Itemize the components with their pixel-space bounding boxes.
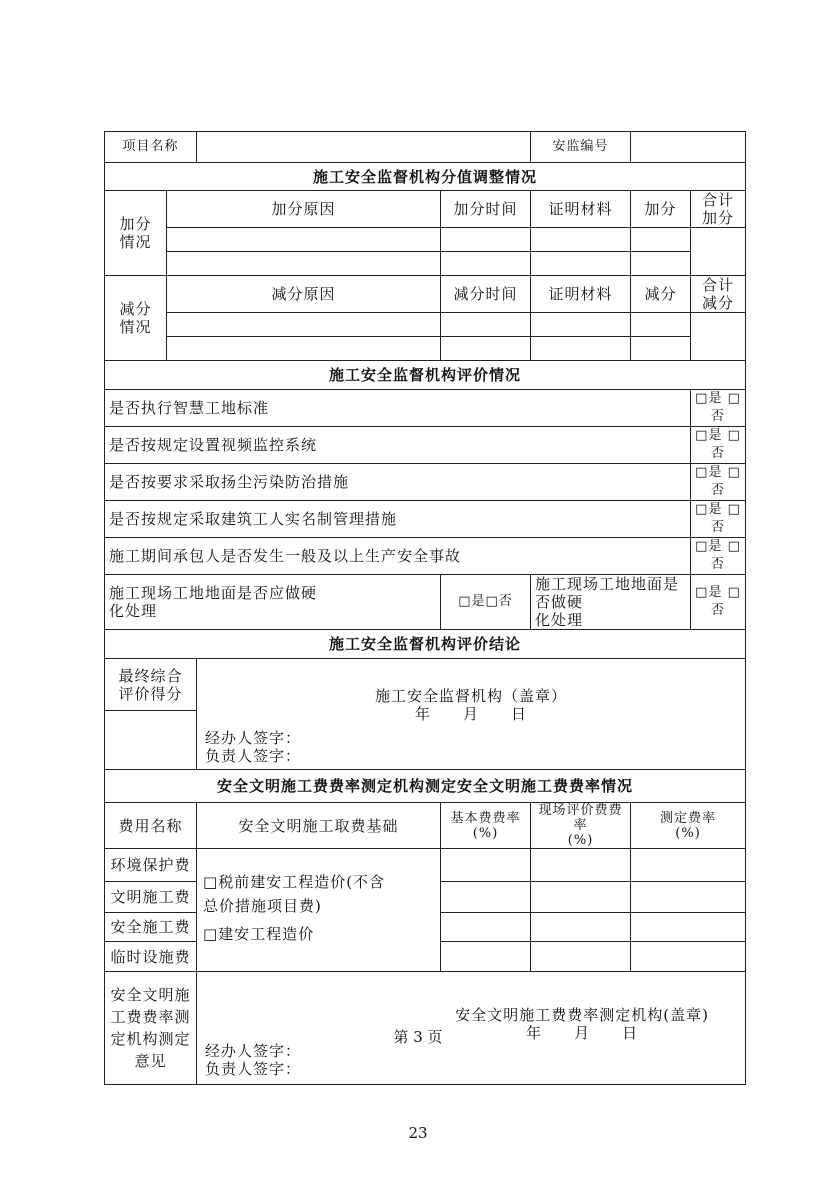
base-rate-header (441, 803, 531, 849)
measured-rate-line2: (%) (675, 825, 701, 841)
add-evidence-cell[interactable] (531, 252, 631, 276)
sub-time-cell[interactable] (441, 313, 531, 337)
fee-basis-header: 安全文明施工取费基础 (197, 803, 441, 849)
final-score-label (105, 659, 197, 711)
measured-rate-cell[interactable] (631, 942, 746, 972)
measured-rate-header (631, 803, 746, 849)
add-reason-cell[interactable] (167, 252, 441, 276)
fee-basis-options (197, 849, 441, 972)
eval-item: 施工期间承包人是否发生一般及以上生产安全事故 (105, 538, 691, 575)
yes-no-checkbox[interactable]: □是 □否 (691, 464, 746, 501)
add-reason-header: 加分原因 (167, 191, 441, 228)
page-label: 第 3 页 (393, 1028, 443, 1046)
fee-name: 环境保护费 (105, 849, 197, 882)
yes-no-checkbox[interactable]: □是 □否 (691, 575, 746, 630)
measured-rate-line1: 测定费率 (660, 810, 717, 826)
sub-reason-header: 减分原因 (167, 276, 441, 313)
section4-title: 安全文明施工费费率测定机构测定安全文明施工费费率情况 (105, 770, 746, 803)
sub-time-header: 减分时间 (441, 276, 531, 313)
site-rate-cell[interactable] (531, 849, 631, 882)
split-right-line1: 施工现场工地地面是否做硬 (535, 575, 680, 611)
seal-block (205, 687, 737, 723)
add-reason-cell[interactable] (167, 228, 441, 252)
opinion-line4: 意见 (134, 1052, 167, 1070)
site-rate-header (531, 803, 631, 849)
eval-item: 是否按规定设置视频监控系统 (105, 427, 691, 464)
score-label-line1: 最终综合 (118, 666, 183, 685)
opinion-line3: 定机构测定 (110, 1030, 191, 1048)
add-total-cell[interactable] (691, 228, 746, 276)
opinion-line2: 工费费率测 (110, 1008, 191, 1026)
fee-name-header: 费用名称 (105, 803, 197, 849)
add-time-cell[interactable] (441, 228, 531, 252)
add-total-header: 合计加分 (691, 191, 746, 228)
add-time-cell[interactable] (441, 252, 531, 276)
opinion-line1: 安全文明施 (110, 986, 191, 1004)
sub-reason-cell[interactable] (167, 337, 441, 361)
base-rate-cell[interactable] (441, 882, 531, 913)
eval-item: 是否按要求采取扬尘污染防治措施 (105, 464, 691, 501)
eval-item: 是否执行智慧工地标准 (105, 390, 691, 427)
base-rate-cell[interactable] (441, 913, 531, 942)
rate-seal-text: 安全文明施工费费率测定机构(盖章) (455, 1006, 710, 1024)
measured-rate-cell[interactable] (631, 882, 746, 913)
sub-points-header: 减分 (631, 276, 691, 313)
sub-label-line1: 减分 (119, 300, 152, 318)
fee-name: 文明施工费 (105, 882, 197, 913)
yes-no-checkbox[interactable]: □是 □否 (691, 501, 746, 538)
supervision-date: 年 月 日 (415, 705, 528, 723)
site-rate-line2: (%) (567, 833, 594, 848)
final-score-value[interactable] (105, 711, 197, 770)
sub-total-cell[interactable] (691, 313, 746, 361)
section2-title: 施工安全监督机构评价情况 (105, 361, 746, 390)
basis-option-pretax-cont: 总价措施项目费) (203, 897, 322, 915)
responsible-signature[interactable]: 负责人签字： (205, 747, 302, 765)
yes-no-checkbox[interactable]: □是 □否 (691, 390, 746, 427)
eval-item-split-left (105, 575, 441, 630)
yes-no-checkbox[interactable]: □是 □否 (691, 427, 746, 464)
measured-rate-cell[interactable] (631, 913, 746, 942)
safety-no-value[interactable] (631, 132, 746, 163)
add-points-label (105, 191, 167, 276)
conclusion-area (197, 659, 746, 770)
add-points-cell[interactable] (631, 228, 691, 252)
project-name-value[interactable] (197, 132, 531, 163)
add-label-line1: 加分 (119, 215, 152, 233)
rate-handler-signature[interactable]: 经办人签字： (205, 1042, 302, 1060)
sub-reason-cell[interactable] (167, 313, 441, 337)
sub-label-line2: 情况 (119, 318, 152, 336)
site-rate-cell[interactable] (531, 882, 631, 913)
yes-no-checkbox[interactable]: □是 □否 (691, 538, 746, 575)
add-points-cell[interactable] (631, 252, 691, 276)
site-rate-cell[interactable] (531, 913, 631, 942)
safety-no-label: 安监编号 (531, 132, 631, 163)
site-rate-cell[interactable] (531, 942, 631, 972)
section1-title: 施工安全监督机构分值调整情况 (105, 163, 746, 191)
page-number: 23 (408, 1124, 428, 1142)
evaluation-form-table (104, 131, 746, 1085)
base-rate-line1: 基本费费率 (450, 810, 521, 826)
split-left-line2: 化处理 (109, 602, 158, 620)
sub-total-header: 合计减分 (691, 276, 746, 313)
basis-option-construction[interactable]: □建安工程造价 (203, 925, 315, 943)
add-evidence-cell[interactable] (531, 228, 631, 252)
add-evidence-header: 证明材料 (531, 191, 631, 228)
supervision-seal-text: 施工安全监督机构（盖章） (375, 687, 568, 705)
site-rate-line1: 现场评价费费率 (538, 803, 623, 833)
base-rate-cell[interactable] (441, 942, 531, 972)
split-right-line2: 化处理 (535, 611, 584, 629)
base-rate-line2: (%) (472, 825, 499, 841)
add-points-header: 加分 (631, 191, 691, 228)
rate-responsible-signature[interactable]: 负责人签字： (205, 1060, 302, 1078)
project-name-label: 项目名称 (105, 132, 197, 163)
handler-signature[interactable]: 经办人签字： (205, 729, 302, 747)
sub-evidence-header: 证明材料 (531, 276, 631, 313)
measured-rate-cell[interactable] (631, 849, 746, 882)
add-time-header: 加分时间 (441, 191, 531, 228)
sub-time-cell[interactable] (441, 337, 531, 361)
sub-points-cell[interactable] (631, 313, 691, 337)
yes-no-checkbox[interactable]: □是□否 (441, 575, 531, 630)
base-rate-cell[interactable] (441, 849, 531, 882)
score-label-line2: 评价得分 (118, 684, 183, 703)
fee-name: 临时设施费 (105, 942, 197, 972)
sub-evidence-cell[interactable] (531, 313, 631, 337)
fee-name: 安全施工费 (105, 913, 197, 942)
section3-title: 施工安全监督机构评价结论 (105, 630, 746, 659)
eval-item-split-right (531, 575, 691, 630)
split-left-line1: 施工现场工地地面是否应做硬 (109, 584, 318, 602)
basis-option-pretax[interactable]: □税前建安工程造价(不含 (203, 873, 386, 891)
sub-evidence-cell[interactable] (531, 337, 631, 361)
rate-date: 年 月 日 (526, 1024, 639, 1042)
sub-points-label (105, 276, 167, 361)
sub-points-cell[interactable] (631, 337, 691, 361)
add-label-line2: 情况 (119, 233, 152, 251)
eval-item: 是否按规定采取建筑工人实名制管理措施 (105, 501, 691, 538)
